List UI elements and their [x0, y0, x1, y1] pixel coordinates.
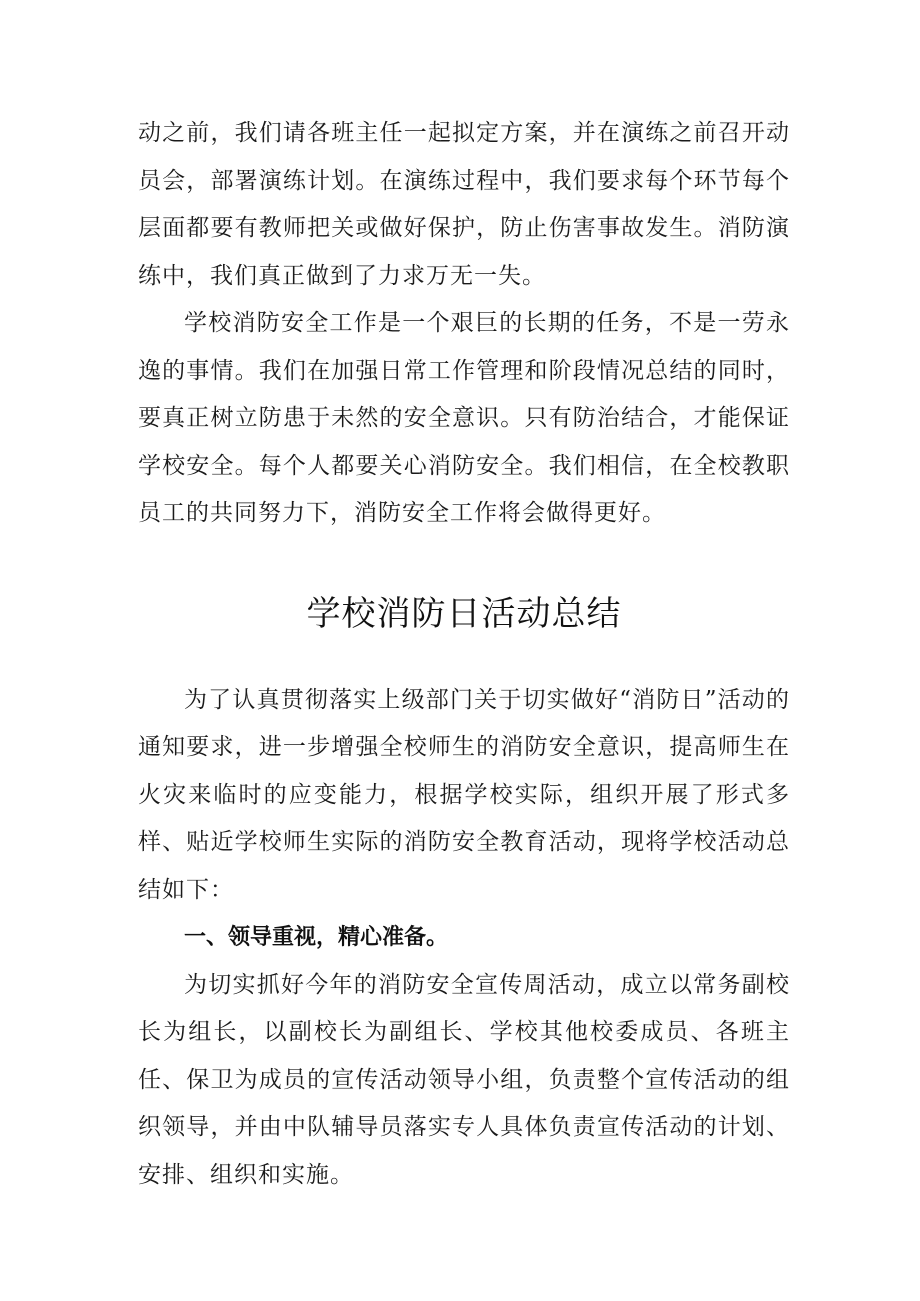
paragraph-conclusion: 学校消防安全工作是一个艰巨的长期的任务，不是一劳永逸的事情。我们在加强日常工作管理和阶段情况总结的同时，要真正树立防患于未然的安全意识。只有防治结合，才能保证学校安全。每个人都要关心消防安全。我们相信，在全校教职员工的共同努力下，消防安全工作将会做得更好。 — [138, 310, 790, 526]
paragraph-continued: 动之前，我们请各班主任一起拟定方案，并在演练之前召开动员会，部署演练计划。在演练过程中，我们要求每个环节每个层面都要有教师把关或做好保护，防止伤害事故发生。消防演练中，我们真正做到了力求万无一失。 — [138, 120, 790, 289]
document-title: 学校消防日活动总结 — [306, 593, 622, 634]
document-page — [138, 110, 790, 1199]
paragraph-section-body: 为切实抓好今年的消防安全宣传周活动，成立以常务副校长为组长，以副校长为副组长、学校其他校委成员、各班主任、保卫为成员的宣传活动领导小组，负责整个宣传活动的组织领导，并由中队辅导员落实专人具体负责宣传活动的计划、安排、组织和实施。 — [138, 971, 790, 1188]
section-heading: 一、领导重视，精心准备。 — [184, 925, 449, 950]
paragraph-intro: 为了认真贯彻落实上级部门关于切实做好“消防日”活动的通知要求，进一步增强全校师生的消防安全意识，提高师生在火灾来临时的应变能力，根据学校实际，组织开展了形式多样、贴近学校师生实际的消防安全教育活动，现将学校活动总结如下： — [138, 686, 790, 903]
